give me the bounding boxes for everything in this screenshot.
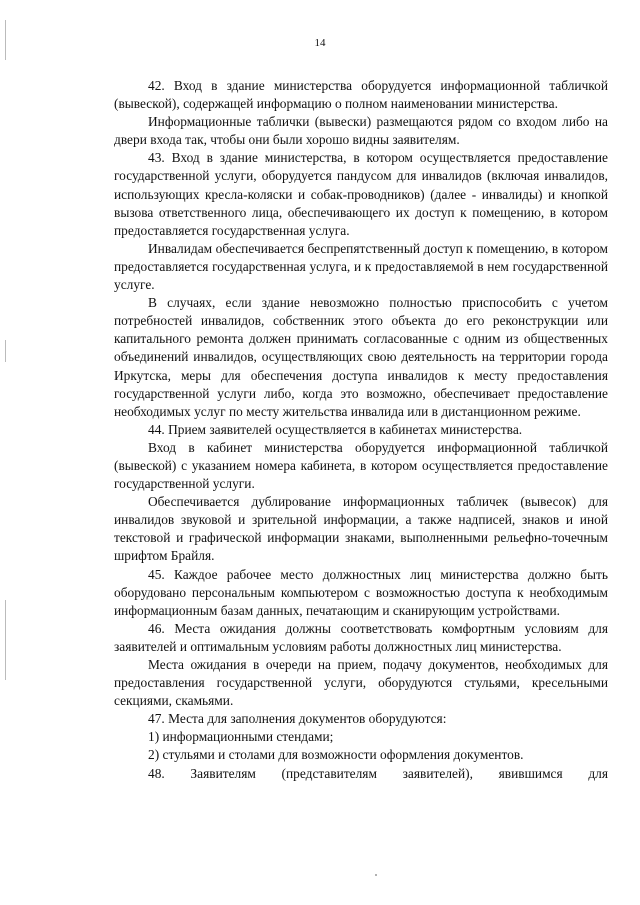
list-item-1: 1) информационными стендами; (148, 729, 334, 745)
paragraph-braille-duplication: Обеспечивается дублирование информационных табличек (вывесок) для инвалидов звуковой и зрительной информации, а также надписей, знаков и иной текстовой и графической информации знаками, выполненными рельефно-точечным шрифтом Брайля. (114, 494, 608, 564)
paragraph-45: 45. Каждое рабочее место должностных лиц министерства должно быть оборудовано персональным компьютером с возможностью доступа к необходимым информационным базам данных, печатающим и сканирующим устройствами. (114, 566, 608, 618)
scan-edge-mark (5, 340, 6, 362)
paragraph-43: 43. Вход в здание министерства, в котором осуществляется предоставление государственной услуги, оборудуется пандусом для инвалидов (включая инвалидов, использующих кресла-коляски и собак-проводников) (далее - инвалиды) и кнопкой вызова ответственного лица, обеспечивающего их доступ к помещению, в котором предоставляется государственная услуга. (114, 150, 608, 238)
paragraph-cabinet-sign: Вход в кабинет министерства оборудуется информационной табличкой (вывеской) с указанием номера кабинета, в котором осуществляется предоставление государственной услуги. (114, 439, 608, 492)
scan-edge-mark (5, 600, 6, 680)
paragraph-48: 48. Заявителям (представителям заявителей), явившимся для (148, 765, 608, 781)
scan-speck (375, 874, 377, 876)
list-item-2: 2) стульями и столами для возможности оформления документов. (148, 747, 524, 763)
paragraph-44: 44. Прием заявителей осуществляется в кабинетах министерства. (148, 421, 523, 437)
page-number: 14 (314, 37, 326, 49)
paragraph-unhindered-access: Инвалидам обеспечивается беспрепятственный доступ к помещению, в котором предоставляется государственная услуга, и к предоставляемой в нем государственной услуге. (114, 240, 608, 293)
paragraph-building-adaptation: В случаях, если здание невозможно полностью приспособить с учетом потребностей инвалидов, собственник этого объекта до его реконструкции или капитального ремонта должен принимать согласованные с одним из общественных объединений инвалидов, осуществляющих свою деятельность на территории города Иркутска, меры для обеспечения доступа инвалидов к месту предоставления государственной услуги либо, когда это возможно, обеспечивает предоставление необходимых услуг по месту жительства инвалида или в дистанционном режиме. (114, 295, 608, 419)
paragraph-signs-placement: Информационные таблички (вывески) размещаются рядом со входом либо на двери входа так, чтобы они были хорошо видны заявителям. (114, 114, 608, 148)
paragraph-42: 42. Вход в здание министерства оборудуется информационной табличкой (вывеской), содержащей информацию о полном наименовании министерства. (114, 78, 608, 112)
paragraph-waiting-places: Места ожидания в очереди на прием, подачу документов, необходимых для предоставления государственной услуги, оборудуются стульями, кресельными секциями, скамьями. (114, 657, 608, 709)
paragraph-47: 47. Места для заполнения документов оборудуются: (148, 711, 447, 727)
document-body (114, 77, 608, 783)
paragraph-46: 46. Места ожидания должны соответствовать комфортным условиям для заявителей и оптимальным условиям работы должностных лиц министерства. (114, 620, 608, 654)
